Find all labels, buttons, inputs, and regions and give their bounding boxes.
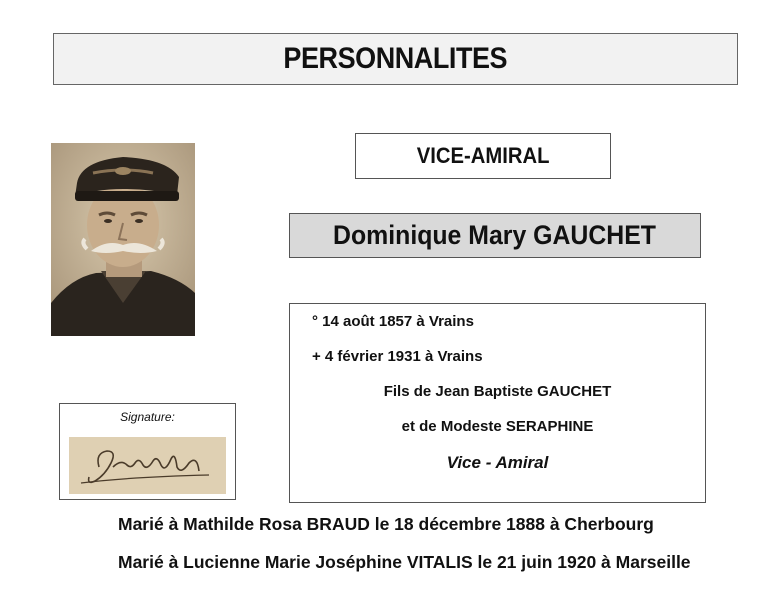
signature-scribble — [69, 437, 226, 494]
signature-box — [59, 403, 236, 500]
page-header — [53, 33, 738, 85]
mother-line: et de Modeste SERAPHINE — [401, 418, 594, 435]
rank-box — [355, 133, 611, 179]
death-line: + 4 février 1931 à Vrains — [312, 348, 483, 365]
title-line: Vice - Amiral — [446, 453, 549, 472]
person-name: Dominique Mary GAUCHET — [333, 220, 657, 250]
birth-line: ° 14 août 1857 à Vrains — [312, 313, 474, 330]
signature-label: Signature: — [120, 410, 175, 424]
name-box — [289, 213, 701, 258]
page-title: PERSONNALITES — [283, 42, 508, 75]
marriage-line-2: Marié à Lucienne Marie Joséphine VITALIS le 21 juin 1920 à Marseille — [118, 552, 691, 572]
details-box — [289, 303, 706, 503]
rank-label: VICE-AMIRAL — [416, 143, 550, 168]
portrait-photo — [51, 143, 195, 336]
father-line: Fils de Jean Baptiste GAUCHET — [383, 383, 612, 400]
signature-image — [69, 437, 226, 494]
portrait-illustration — [51, 143, 195, 336]
marriage-line-1: Marié à Mathilde Rosa BRAUD le 18 décembre 1888 à Cherbourg — [118, 514, 654, 534]
